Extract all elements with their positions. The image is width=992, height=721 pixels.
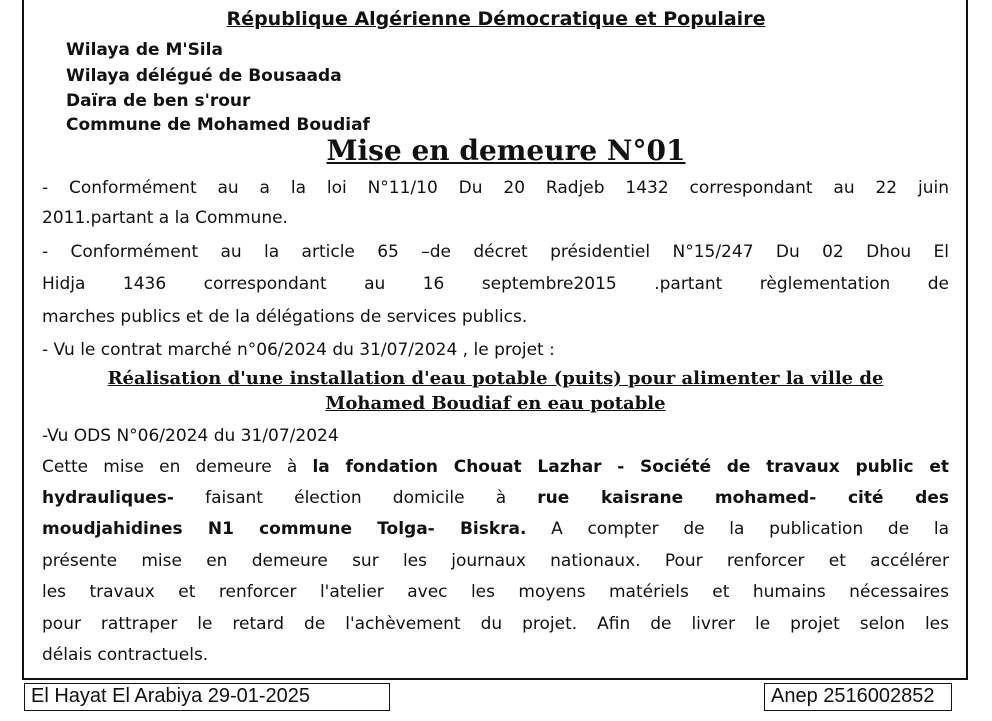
company-address-cont: moudjahidines N1 commune Tolga- Biskra. [42, 519, 527, 539]
wilaya-delegue-line: Wilaya délégué de Bousaada [66, 66, 342, 86]
body-line7: délais contractuels. [42, 645, 209, 665]
project-title-line2: Mohamed Boudiaf en eau potable [325, 393, 666, 414]
contract-line: - Vu le contrat marché n°06/2024 du 31/07/2024 , le projet : [42, 340, 555, 360]
body-line5: les travaux et renforcer l'atelier avec les moyens matériels et humains nécessaires [42, 582, 949, 602]
body-text: faisant élection domicile à [173, 488, 538, 508]
company-name: la fondation Chouat Lazhar - Société de travaux public et [312, 457, 949, 477]
company-address: rue kaisrane mohamed- cité des [537, 488, 950, 508]
para2-line3: marches publics et de la délégations de services publics. [42, 307, 528, 327]
commune-line: Commune de Mohamed Boudiaf [66, 115, 370, 135]
daira-line: Daïra de ben s'rour [66, 91, 251, 111]
body-line3 [42, 517, 949, 541]
project-title-line1: Réalisation d'une installation d'eau potable (puits) pour alimenter la ville de [107, 368, 884, 389]
wilaya-line: Wilaya de M'Sila [66, 40, 223, 60]
body-line4: présente mise en demeure sur les journaux nationaux. Pour renforcer et accélérer [42, 551, 949, 571]
body-text: A compter de la publication de la [526, 519, 949, 539]
para1-line2: 2011.partant a la Commune. [42, 208, 288, 228]
para1-line1: - Conformément au a la loi N°11/10 Du 20 Radjeb 1432 correspondant au 22 juin [42, 178, 949, 198]
para2-line2: Hidja 1436 correspondant au 16 septembre2015 .partant règlementation de [42, 274, 949, 294]
body-text: Cette mise en demeure à [42, 457, 313, 477]
anep-reference-box: Anep 2516002852 [764, 683, 952, 711]
para2-line1: - Conformément au la article 65 –de décret présidentiel N°15/247 Du 02 Dhou El [42, 242, 949, 262]
body-line2 [42, 486, 949, 510]
ods-line: -Vu ODS N°06/2024 du 31/07/2024 [42, 426, 339, 446]
body-line1 [42, 455, 949, 479]
company-type: hydrauliques- [42, 488, 174, 508]
body-line6: pour rattraper le retard de l'achèvement du projet. Afin de livrer le projet selon les [42, 614, 949, 634]
republic-heading: République Algérienne Démocratique et Populaire [226, 8, 766, 30]
newspaper-source-box: El Hayat El Arabiya 29-01-2025 [24, 683, 390, 711]
notice-title: Mise en demeure N°01 [326, 134, 686, 167]
